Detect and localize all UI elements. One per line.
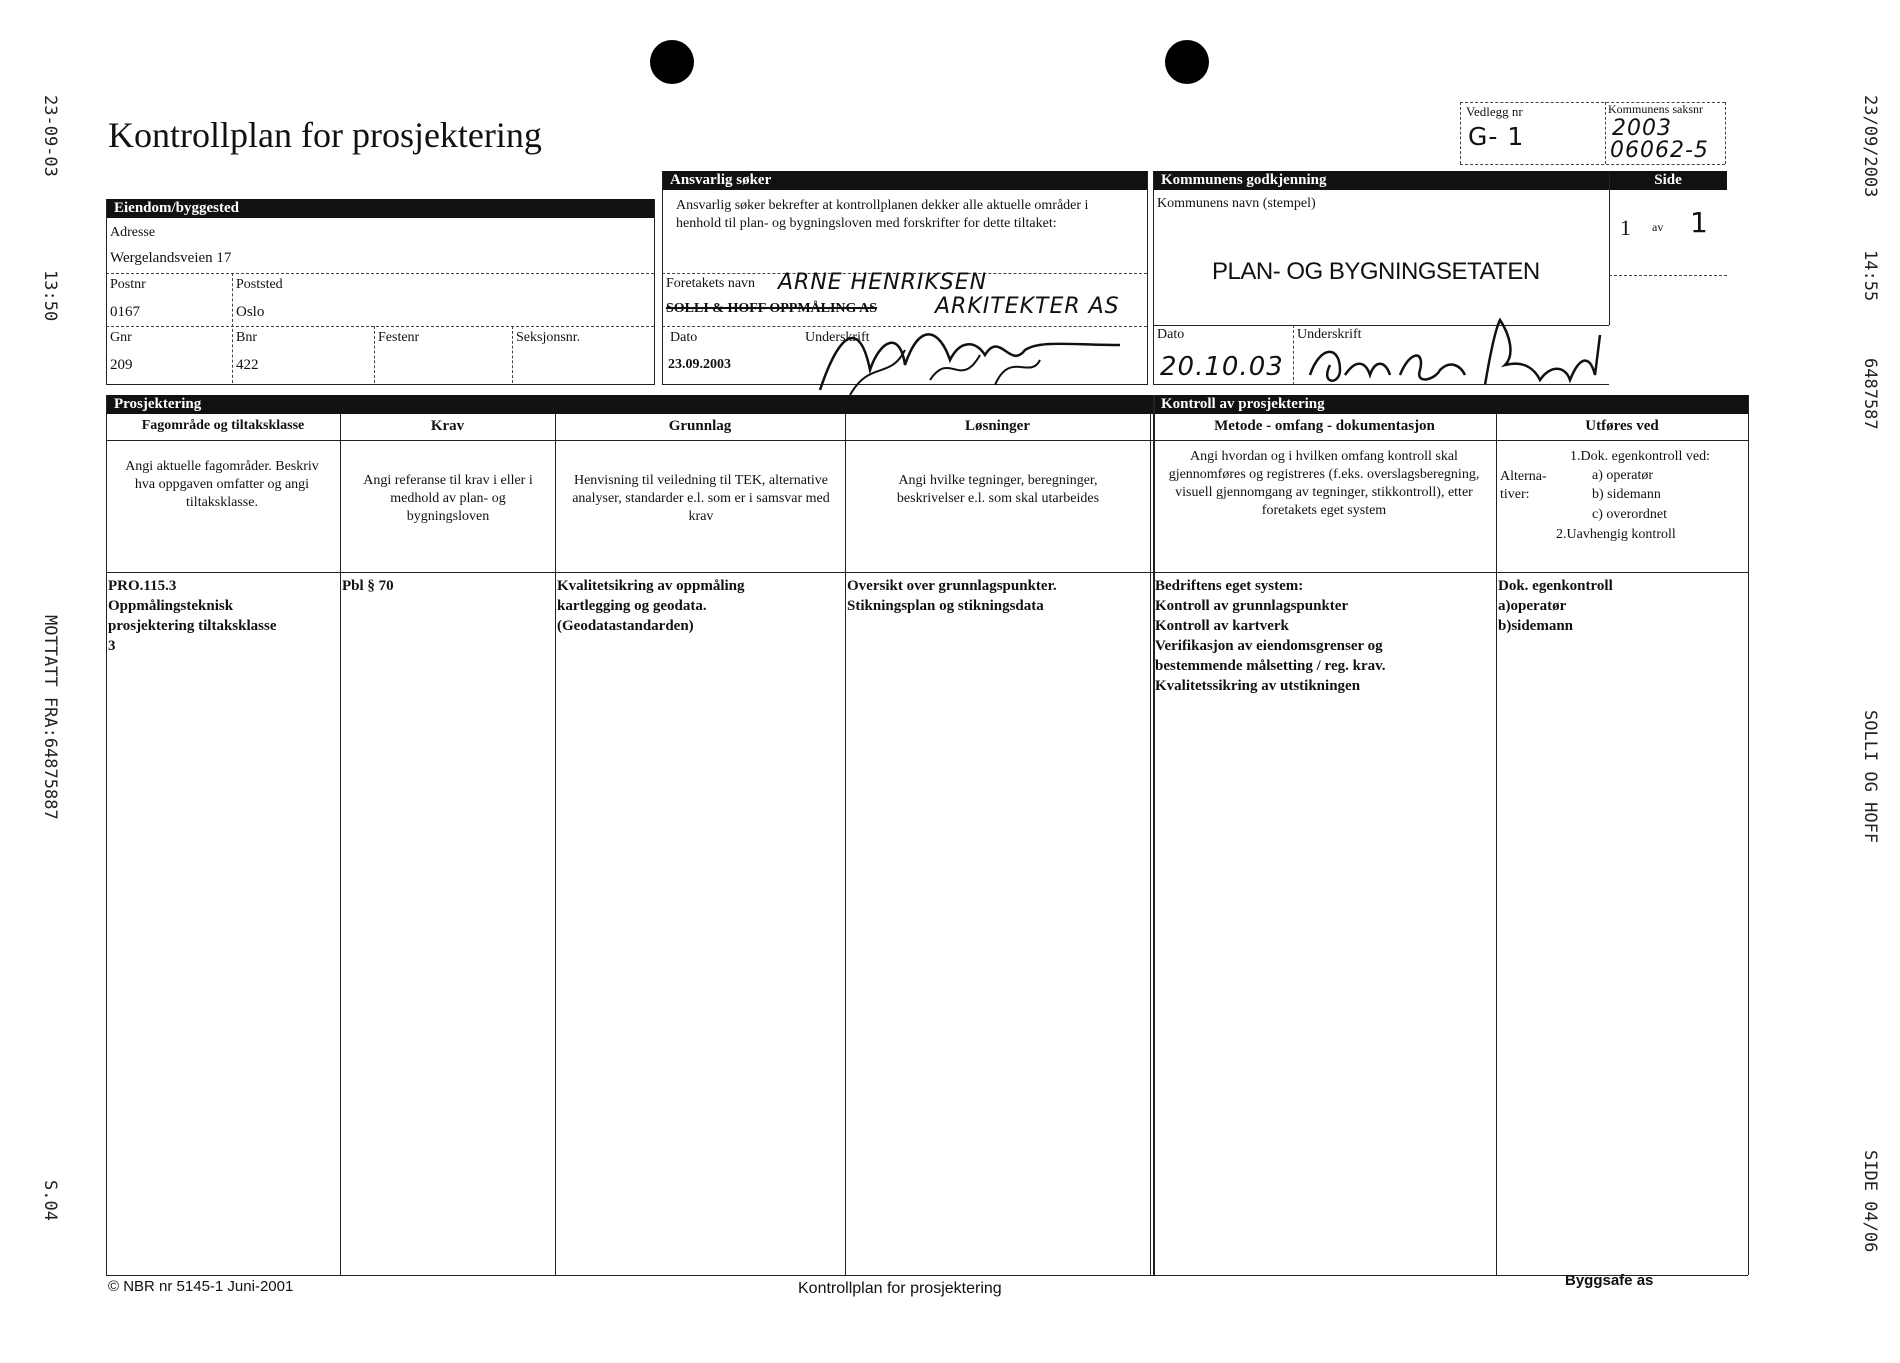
page-title: Kontrollplan for prosjektering — [108, 115, 542, 155]
metode-line: Kvalitetssikring av utstikningen — [1155, 678, 1361, 694]
vedlegg-label: Vedlegg nr — [1466, 104, 1523, 119]
footer-left: © NBR nr 5145-1 Juni-2001 — [108, 1278, 294, 1295]
losninger-line: Oversikt over grunnlagspunkter. — [847, 578, 1057, 594]
company-struck: SOLLI & HOFF OPPMÅLING AS — [666, 301, 878, 316]
postnr-label: Postnr — [110, 277, 146, 292]
utfores-line: a)operatør — [1498, 598, 1567, 614]
metode-line: bestemmende målsetting / reg. krav. — [1155, 658, 1386, 674]
col-losninger-hint: Angi hvilke tegninger, beregninger, beskrivelser e.l. som skal utarbeides — [896, 473, 1100, 506]
row-fagomrade — [108, 576, 338, 656]
footer-center: Kontrollplan for prosjektering — [798, 1280, 1002, 1297]
municipality-name-label: Kommunens navn (stempel) — [1157, 196, 1316, 211]
applicant-signature-label: Underskrift — [805, 330, 870, 345]
saksnr-label: Kommunens saksnr — [1608, 102, 1703, 116]
metode-line: Kontroll av kartverk — [1155, 618, 1289, 634]
fax-left-received: MOTTATT FRA:64875887 — [40, 615, 60, 820]
col-utfores-hint-b: b) sidemann — [1592, 487, 1661, 502]
address-value: Wergelandsveien 17 — [110, 250, 232, 266]
address-label: Adresse — [110, 225, 156, 240]
fagomrade-line: Oppmålingsteknisk — [108, 598, 234, 614]
fax-right-date: 23/09/2003 — [1860, 95, 1880, 198]
row-utfores — [1498, 576, 1746, 636]
section-design: Prosjektering — [106, 395, 1153, 414]
page-of-label: av — [1652, 220, 1664, 234]
col-fagomrade-title: Fagområde og tiltaksklasse — [141, 418, 305, 433]
utfores-line: Dok. egenkontroll — [1498, 578, 1613, 594]
col-fagomrade-hint: Angi aktuelle fagområder. Beskriv hva oppgaven omfatter og angi tiltaksklasse. — [125, 459, 319, 510]
fax-right-sender: SOLLI OG HOFF — [1860, 710, 1880, 844]
col-losninger-title: Løsninger — [964, 418, 1030, 434]
applicant-signature — [810, 310, 1130, 400]
fagomrade-line: 3 — [108, 638, 116, 654]
municipality-date-label: Dato — [1157, 327, 1185, 342]
gnr-value: 209 — [110, 357, 133, 373]
col-utfores-hint-2: 2.Uavhengig kontroll — [1556, 527, 1676, 542]
applicant-header: Ansvarlig søker — [662, 171, 1147, 190]
fax-right-number: 6487587 — [1860, 358, 1880, 430]
grunnlag-line: Kvalitetsikring av oppmåling — [557, 578, 745, 594]
col-utfores-title: Utføres ved — [1585, 418, 1659, 434]
row-grunnlag — [557, 576, 842, 636]
losninger-line: Stikningsplan og stikningsdata — [847, 598, 1044, 614]
applicant-statement: Ansvarlig søker bekrefter at kontrollplanen dekker alle aktuelle områder i henhold til plan- og bygningsloven med forskrifter for dette tiltaket: — [676, 198, 1089, 231]
bnr-value: 422 — [236, 357, 259, 373]
fax-left-date: 23-09-03 — [40, 95, 60, 177]
col-metode-hint: Angi hvordan og i hvilken omfang kontroll skal gjennomføres og registreres (f.eks. overslagsberegning, visuell gjennomgang av tegninger, stikkontroll), etter foretakets eget system — [1168, 449, 1480, 518]
utfores-line: b)sidemann — [1498, 618, 1574, 634]
grunnlag-line: kartlegging og geodata. — [557, 598, 707, 614]
page-info-header: Side — [1609, 171, 1727, 190]
footer-right: Byggsafe as — [1565, 1272, 1654, 1289]
col-utfores-hint-a: a) operatør — [1592, 468, 1654, 483]
page-current: 1 — [1620, 215, 1631, 240]
fagomrade-line: PRO.115.3 — [108, 578, 177, 594]
grunnlag-line: (Geodatastandarden) — [557, 618, 694, 634]
municipality-signature — [1300, 315, 1610, 395]
krav-line: Pbl § 70 — [342, 578, 394, 594]
gnr-label: Gnr — [110, 330, 132, 345]
postnr-value: 0167 — [110, 304, 140, 320]
fagomrade-line: prosjektering tiltaksklasse — [108, 618, 277, 634]
col-utfores-hint-alt: Alterna- tiver: — [1500, 469, 1547, 502]
section-control: Kontroll av prosjektering — [1153, 395, 1748, 414]
poststed-label: Poststed — [236, 277, 283, 292]
col-metode-title: Metode - omfang - dokumentasjon — [1214, 418, 1435, 434]
metode-line: Verifikasjon av eiendomsgrenser og — [1155, 638, 1383, 654]
col-krav-title: Krav — [430, 418, 465, 434]
col-utfores-hint-c: c) overordnet — [1592, 507, 1668, 522]
company-label: Foretakets navn — [666, 276, 756, 291]
municipality-signature-label: Underskrift — [1297, 327, 1362, 342]
bnr-label: Bnr — [236, 330, 257, 345]
col-utfores-hint-1: 1.Dok. egenkontroll ved: — [1570, 449, 1710, 464]
municipality-header: Kommunens godkjenning — [1153, 171, 1609, 190]
fax-left-page: S.04 — [40, 1180, 60, 1221]
saksnr-line2: 06062-5 — [1610, 138, 1709, 163]
fax-left-time: 13:50 — [40, 270, 60, 322]
company-hand: ARNE HENRIKSEN — [778, 270, 988, 295]
page-total: 1 — [1690, 206, 1709, 239]
col-krav-hint: Angi referanse til krav i eller i medhold av plan- og bygningsloven — [363, 473, 533, 524]
metode-line: Bedriftens eget system: — [1155, 578, 1304, 594]
row-krav — [342, 576, 552, 596]
festenr-label: Festenr — [378, 330, 420, 345]
property-header: Eiendom/byggested — [106, 199, 654, 218]
fax-right-time: 14:55 — [1860, 250, 1880, 302]
row-losninger — [847, 576, 1147, 616]
company-hand2: ARKITEKTER AS — [935, 294, 1120, 319]
metode-line: Kontroll av grunnlagspunkter — [1155, 598, 1349, 614]
poststed-value: Oslo — [236, 304, 265, 320]
municipality-date: 20.10.03 — [1160, 352, 1284, 382]
punch-hole-right — [1165, 40, 1209, 84]
vedlegg-value: G- 1 — [1468, 122, 1525, 151]
seksjonsnr-label: Seksjonsnr. — [516, 330, 581, 345]
applicant-date: 23.09.2003 — [668, 357, 731, 372]
saksnr-line1: 2003 — [1612, 116, 1672, 141]
col-grunnlag-hint: Henvisning til veiledning til TEK, alternative analyser, standarder e.l. som er i samsvar med krav — [572, 473, 830, 524]
applicant-date-label: Dato — [670, 330, 698, 345]
municipality-stamp: PLAN- OG BYGNINGSETATEN — [1212, 258, 1540, 285]
punch-hole-left — [650, 40, 694, 84]
col-grunnlag-title: Grunnlag — [668, 418, 732, 434]
fax-right-page: SIDE 04/06 — [1860, 1150, 1880, 1253]
row-metode — [1155, 576, 1493, 696]
